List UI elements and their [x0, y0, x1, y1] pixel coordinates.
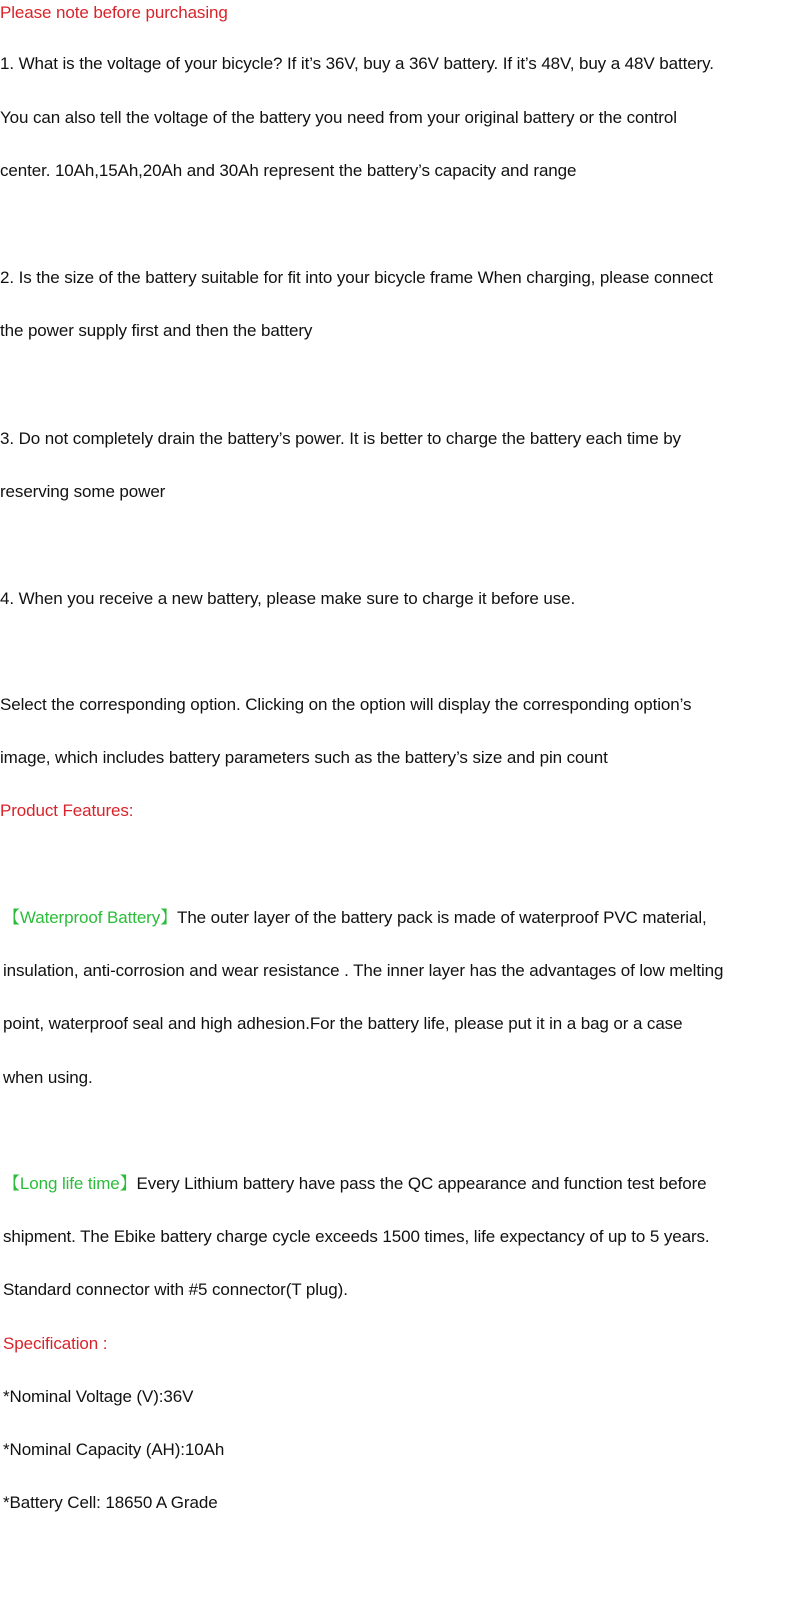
specification-heading: Specification : — [3, 1334, 108, 1353]
product-features-heading: Product Features: — [0, 801, 134, 820]
long-life-feature-line-2: shipment. The Ebike battery charge cycle exceeds 1500 times, life expectancy of up to 5 years. — [3, 1227, 710, 1246]
waterproof-feature-line-4: when using. — [3, 1068, 93, 1087]
note-1-line-3: center. 10Ah,15Ah,20Ah and 30Ah represent the battery’s capacity and range — [0, 161, 577, 180]
note-3-line-2: reserving some power — [0, 482, 166, 501]
note-3-line-1: 3. Do not completely drain the battery’s power. It is better to charge the battery each time by — [0, 429, 681, 448]
note-4-line-1: 4. When you receive a new battery, please make sure to charge it before use. — [0, 589, 576, 608]
note-1-line-1: 1. What is the voltage of your bicycle? If it’s 36V, buy a 36V battery. If it’s 48V, buy a 48V battery. — [0, 54, 714, 73]
waterproof-feature-line-3: point, waterproof seal and high adhesion.For the battery life, please put it in a bag or a case — [3, 1014, 683, 1033]
note-2-line-1: 2. Is the size of the battery suitable for fit into your bicycle frame When charging, please connect — [0, 268, 713, 287]
note-1-line-2: You can also tell the voltage of the battery you need from your original battery or the control — [0, 108, 677, 127]
long-life-feature-line-1 — [3, 1173, 707, 1195]
waterproof-feature-tag: 【Waterproof Battery】 — [3, 908, 178, 927]
spec-nominal-voltage: *Nominal Voltage (V):36V — [3, 1387, 194, 1406]
spec-battery-cell: *Battery Cell: 18650 A Grade — [3, 1493, 218, 1512]
long-life-feature-tag: 【Long life time】 — [3, 1174, 137, 1193]
long-life-feature-line-3: Standard connector with #5 connector(T plug). — [3, 1280, 348, 1299]
waterproof-feature-line-1 — [3, 907, 707, 929]
select-option-line-2: image, which includes battery parameters such as the battery’s size and pin count — [0, 748, 608, 767]
select-option-line-1: Select the corresponding option. Clicking on the option will display the corresponding option’s — [0, 695, 692, 714]
note-2-line-2: the power supply first and then the battery — [0, 321, 313, 340]
purchase-notice-heading: Please note before purchasing — [0, 3, 228, 22]
waterproof-feature-line-2: insulation, anti-corrosion and wear resistance . The inner layer has the advantages of low melting — [3, 961, 724, 980]
waterproof-feature-text: The outer layer of the battery pack is made of waterproof PVC material, — [177, 908, 707, 927]
spec-nominal-capacity: *Nominal Capacity (AH):10Ah — [3, 1440, 225, 1459]
long-life-feature-text: Every Lithium battery have pass the QC appearance and function test before — [136, 1174, 707, 1193]
